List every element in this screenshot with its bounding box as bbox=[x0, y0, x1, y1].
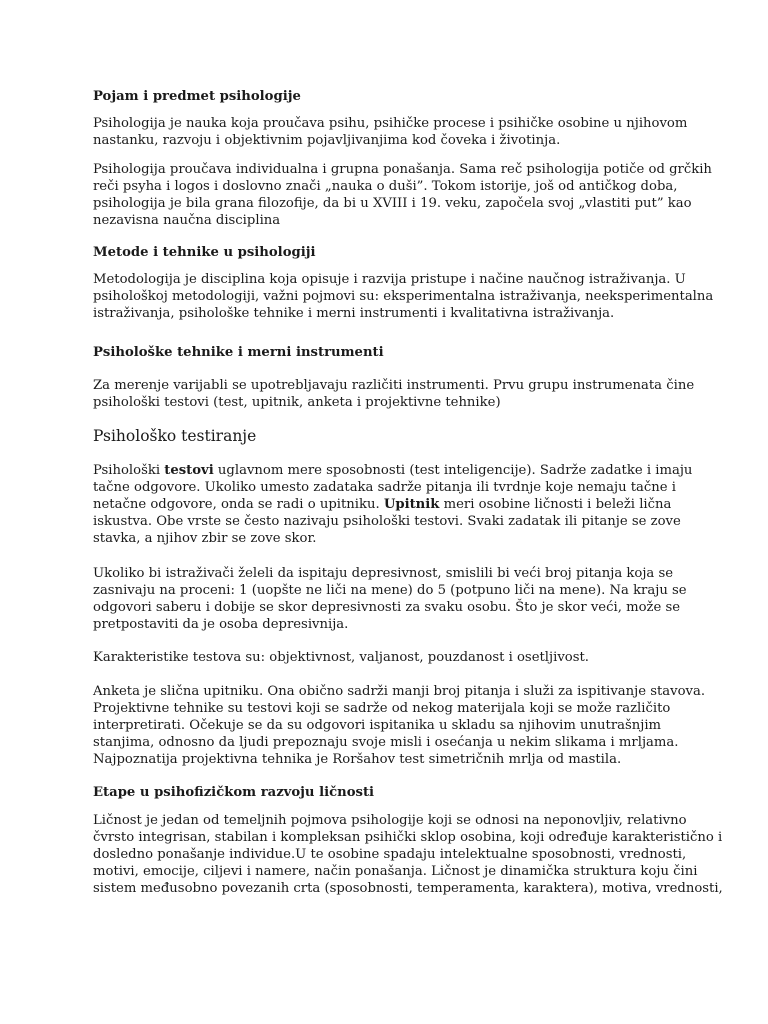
text-run: Psihološki bbox=[93, 463, 165, 478]
paragraph-instrumenti bbox=[93, 377, 695, 411]
text-line: iskustva. Obe vrste se često nazivaju psihološki testovi. Svaki zadatak ili pitanje se zove bbox=[93, 514, 681, 529]
text-line: Psihologija proučava individualna i grupna ponašanja. Sama reč psihologija potiče od grčkih bbox=[93, 162, 712, 177]
text-line: motivi, emocije, ciljevi i namere, način ponašanja. Ličnost je dinamička struktura koju čini bbox=[93, 864, 698, 879]
text-line: odgovori saberu i dobije se skor depresivnosti za svaku osobu. Što je skor veći, može se bbox=[93, 600, 681, 615]
text-line: nastanku, razvoju i objektivnim pojavljivanjima kod čoveka i životinja. bbox=[93, 133, 561, 148]
text-run: netačne odgovore, onda se radi o upitniku. bbox=[93, 497, 384, 512]
heading-etape: Etape u psihofizičkom razvoju ličnosti bbox=[93, 785, 375, 800]
text-line: interpretirati. Očekuje se da su odgovori ispitanika u skladu sa njihovim unutrašnjim bbox=[93, 718, 662, 733]
text-line: nezavisna naučna disciplina bbox=[93, 213, 281, 228]
paragraph-istorija bbox=[93, 161, 712, 229]
paragraph-definicija bbox=[93, 115, 688, 149]
heading-metode: Metode i tehnike u psihologiji bbox=[93, 245, 316, 260]
text-line: sistem međusobno povezanih crta (sposobnosti, temperamenta, karaktera), motiva, vrednosti, bbox=[93, 881, 723, 896]
text-line: Karakteristike testova su: objektivnost, valjanost, pouzdanost i osetljivost. bbox=[93, 650, 589, 665]
heading-testiranje: Psihološko testiranje bbox=[93, 427, 257, 445]
text-line: Ukoliko bi istraživači želeli da ispitaju depresivnost, smislili bi veći broj pitanja koja se bbox=[93, 566, 674, 581]
text-line: reči psyha i logos i doslovno znači „nauka o duši”. Tokom istorije, još od antičkog doba, bbox=[93, 179, 678, 194]
text-run: meri osobine ličnosti i beleži lična bbox=[439, 497, 672, 512]
text-line: Metodologija je disciplina koja opisuje i razvija pristupe i načine naučnog istraživanja. U bbox=[93, 272, 686, 287]
text-line: Najpoznatija projektivna tehnika je Roršahov test simetričnih mrlja od mastila. bbox=[93, 752, 622, 767]
text-line: Psihologija je nauka koja proučava psihu, psihičke procese i psihičke osobine u njihovom bbox=[93, 116, 688, 131]
text-line: istraživanja, psihološke tehnike i merni instrumenti i kvalitativna istraživanja. bbox=[93, 306, 615, 321]
text-line: zasnivaju na proceni: 1 (uopšte ne liči na mene) do 5 (potpuno liči na mene). Na kraju se bbox=[93, 583, 687, 598]
text-line: stanjima, odnosno da ljudi prepoznaju svoje misli i osećanja u nekim slikama i mrljama. bbox=[93, 735, 679, 750]
text-line bbox=[93, 496, 685, 513]
term-upitnik: Upitnik bbox=[383, 497, 440, 512]
text-line: Za merenje varijabli se upotrebljavaju različiti instrumenti. Prvu grupu instrumenata čine bbox=[93, 378, 695, 393]
text-line: Ličnost je jedan od temeljnih pojmova psihologije koji se odnosi na neponovljiv, relativno bbox=[93, 813, 687, 828]
text-line: psihologija je bila grana filozofije, da bi u XVIII i 19. veku, započela svoj „vlastiti put” kao bbox=[93, 196, 692, 211]
text-line bbox=[93, 462, 693, 479]
text-line: Projektivne tehnike su testovi koji se sadrže od nekog materijala koji se može različito bbox=[93, 701, 671, 716]
text-line: psihološkoj metodologiji, važni pojmovi su: eksperimentalna istraživanja, neeksperimentalna bbox=[93, 289, 714, 304]
text-line: čvrsto integrisan, stabilan i kompleksan psihički sklop osobina, koji određuje karakteristično i bbox=[93, 830, 723, 845]
text-run: uglavnom mere sposobnosti (test inteligencije). Sadrže zadatke i imaju bbox=[213, 463, 693, 478]
paragraph-anketa bbox=[93, 683, 706, 768]
term-testovi: testovi bbox=[164, 463, 214, 478]
text-line: stavka, a njihov zbir se zove skor. bbox=[93, 531, 317, 546]
paragraph-licnost bbox=[93, 812, 723, 897]
paragraph-karakteristike bbox=[93, 649, 685, 666]
heading-pojam: Pojam i predmet psihologije bbox=[93, 89, 301, 104]
paragraph-depresivnost bbox=[93, 565, 685, 633]
heading-tehnike: Psihološke tehnike i merni instrumenti bbox=[93, 345, 384, 360]
text-line: psihološki testovi (test, upitnik, anketa i projektivne tehnike) bbox=[93, 395, 501, 410]
text-line: dosledno ponašanje individue.U te osobine spadaju intelektualne sposobnosti, vrednosti, bbox=[93, 847, 687, 862]
paragraph-testovi bbox=[93, 462, 693, 547]
paragraph-metodologija bbox=[93, 271, 714, 322]
text-line: pretpostaviti da je osoba depresivnija. bbox=[93, 617, 349, 632]
text-line: tačne odgovore. Ukoliko umesto zadataka sadrže pitanja ili tvrdnje koje nemaju tačne i bbox=[93, 480, 677, 495]
text-line: Anketa je slična upitniku. Ona obično sadrži manji broj pitanja i služi za ispitivanje stavova. bbox=[93, 684, 706, 699]
